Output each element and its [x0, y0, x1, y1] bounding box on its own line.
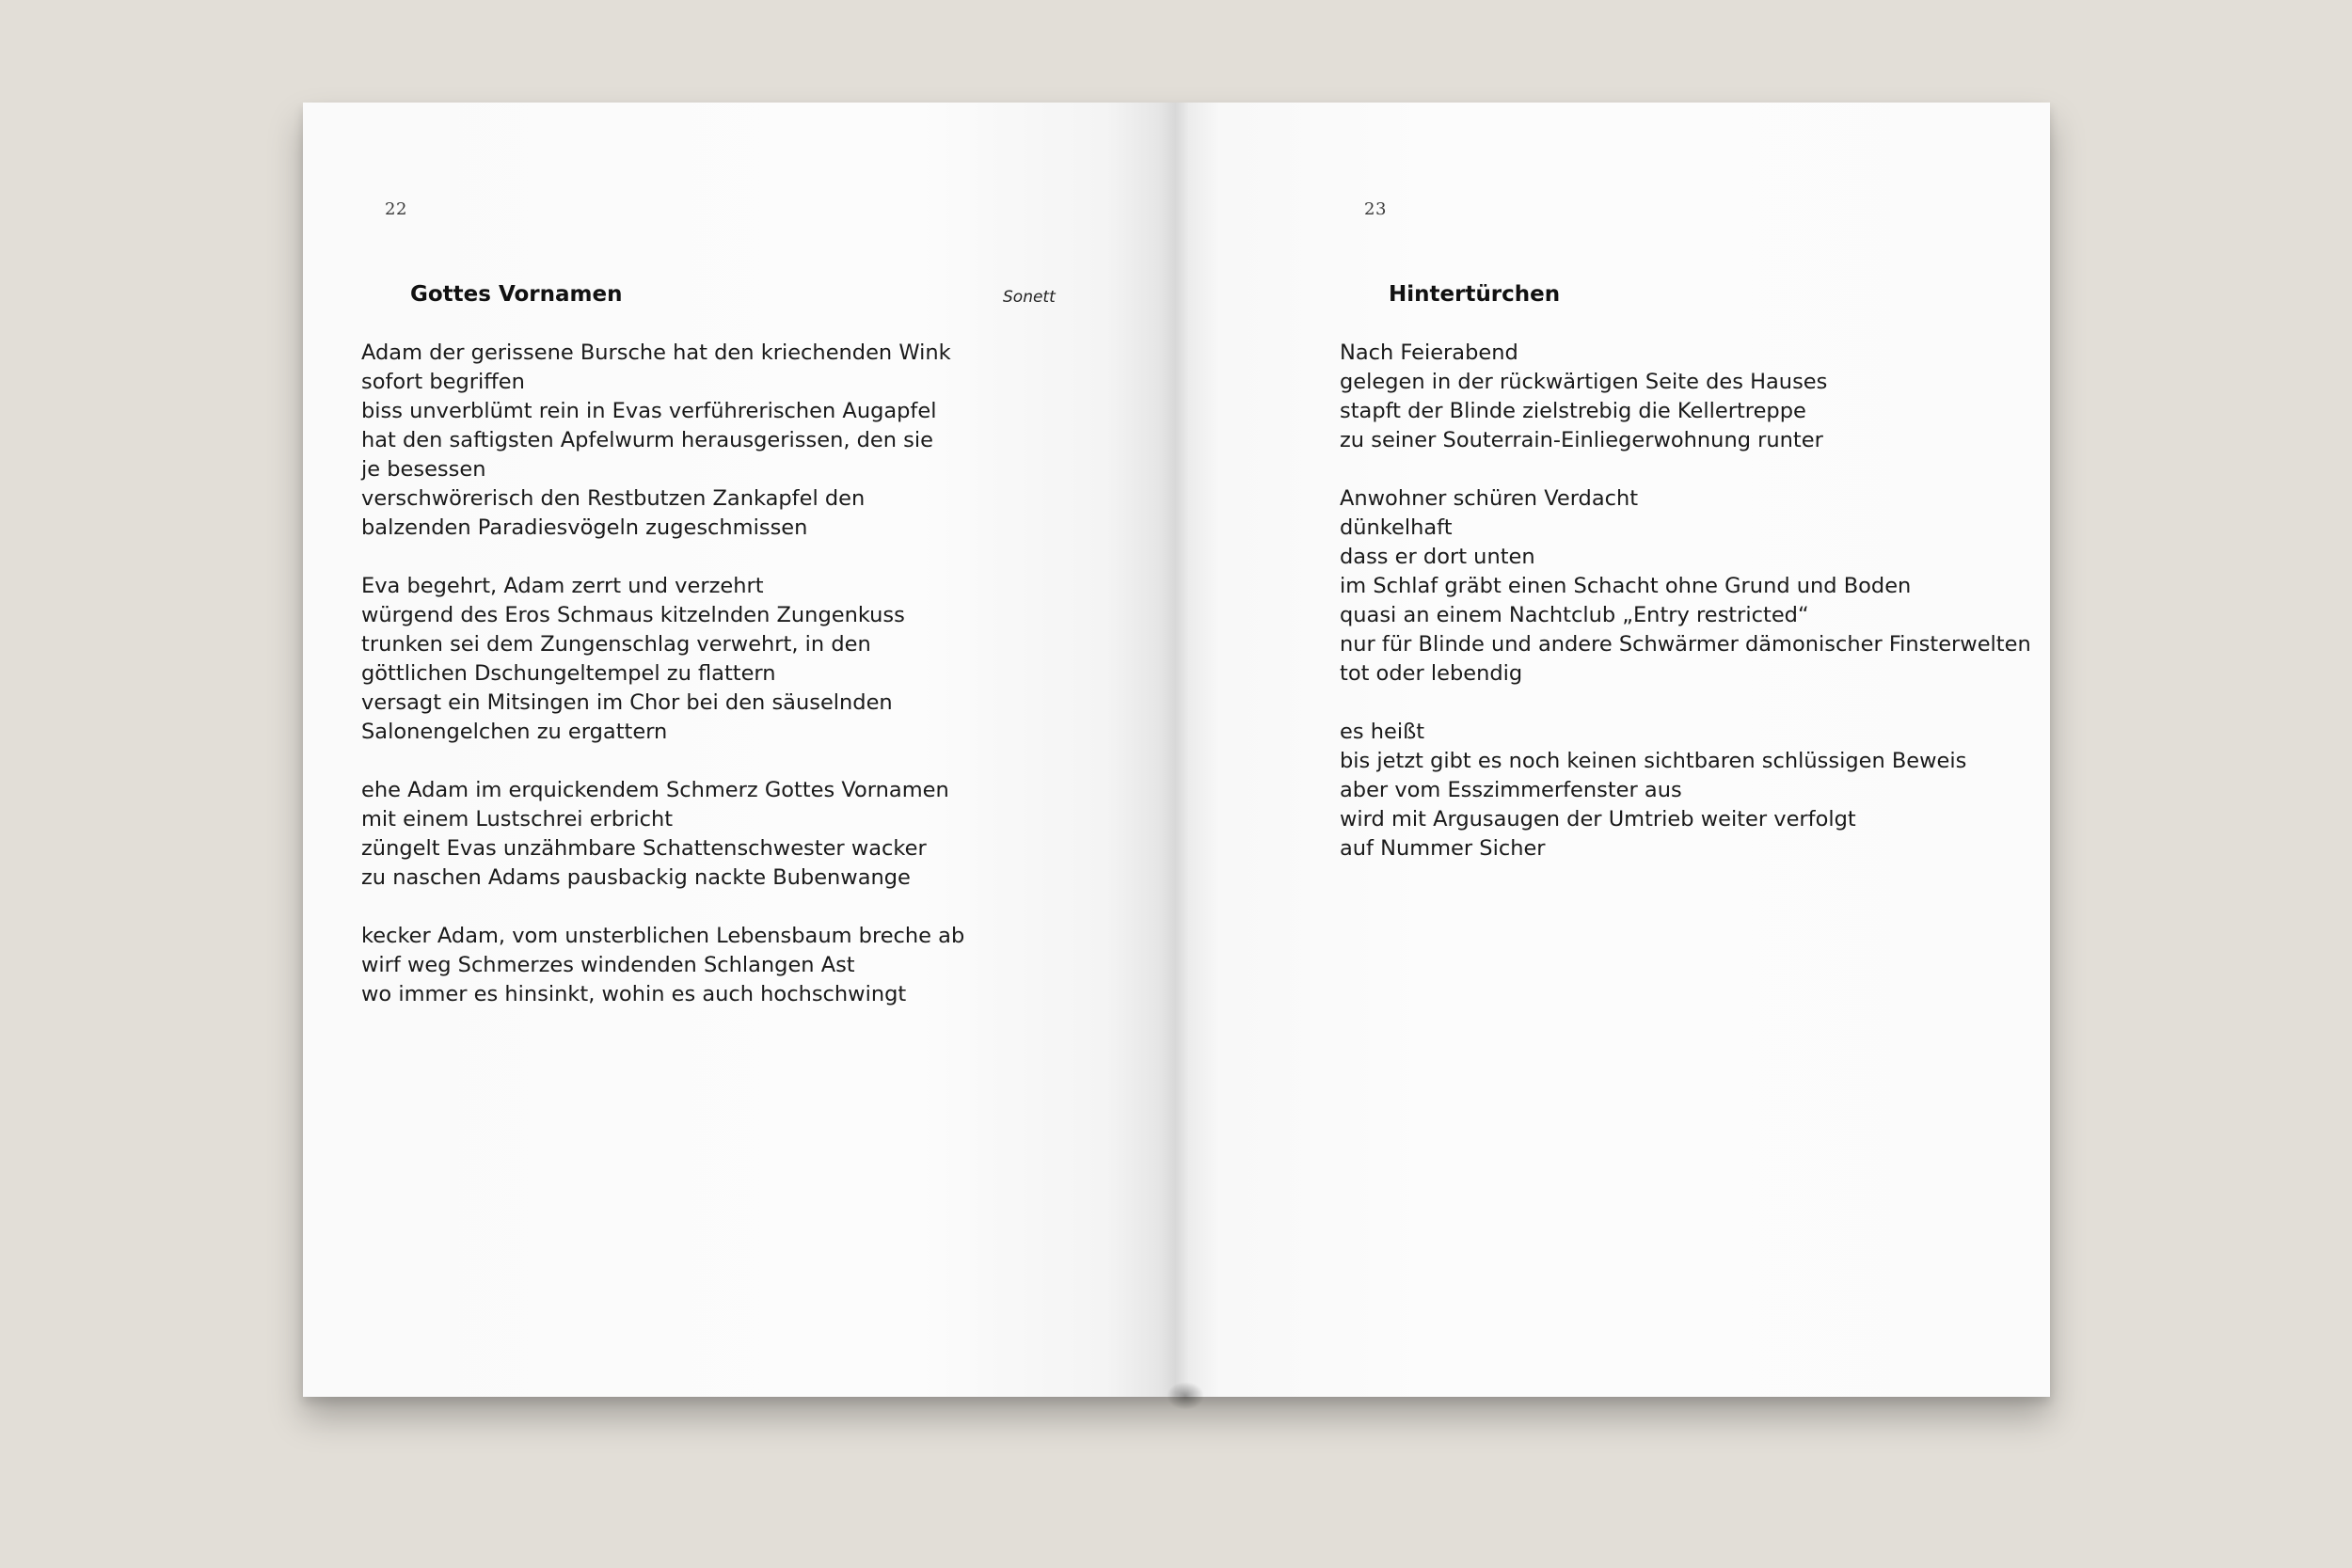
poem-line: dass er dort unten	[1340, 545, 1535, 569]
poem-line: zu seiner Souterrain-Einliegerwohnung runter	[1340, 428, 1823, 452]
poem-line: stapft der Blinde zielstrebig die Kellertreppe	[1340, 399, 1806, 423]
stanza	[1340, 339, 2031, 455]
poem-line: tot oder lebendig	[1340, 661, 1523, 686]
poem-line: kecker Adam, vom unsterblichen Lebensbaum breche ab	[361, 924, 965, 948]
poem-line: verschwörerisch den Restbutzen Zankapfel den	[361, 486, 866, 511]
page-number-right: 23	[1364, 199, 1387, 219]
poem-line: Salonengelchen zu ergattern	[361, 720, 668, 744]
poem-line: züngelt Evas unzähmbare Schattenschwester wacker	[361, 836, 927, 861]
poem-body-right	[1340, 339, 2031, 893]
open-book	[303, 103, 2050, 1397]
poem-line: göttlichen Dschungeltempel zu flattern	[361, 661, 776, 686]
poem-line: Adam der gerissene Bursche hat den kriechenden Wink	[361, 341, 951, 365]
poem-line: wirf weg Schmerzes windenden Schlangen Ast	[361, 953, 855, 977]
poem-line: ehe Adam im erquickendem Schmerz Gottes Vornamen	[361, 778, 949, 802]
poem-line: gelegen in der rückwärtigen Seite des Hauses	[1340, 370, 1828, 394]
left-page	[303, 103, 1176, 1397]
stanza	[361, 572, 964, 747]
poem-line: biss unverblümt rein in Evas verführerischen Augapfel	[361, 399, 937, 423]
poem-line: quasi an einem Nachtclub „Entry restricted“	[1340, 603, 1809, 627]
poem-line: auf Nummer Sicher	[1340, 836, 1546, 861]
stanza	[1340, 484, 2031, 689]
poem-line: sofort begriffen	[361, 370, 525, 394]
stanza	[1340, 718, 2031, 863]
page-number-left: 22	[385, 199, 407, 219]
poem-line: aber vom Esszimmerfenster aus	[1340, 778, 1682, 802]
poem-line: Eva begehrt, Adam zerrt und verzehrt	[361, 574, 764, 598]
poem-line: je besessen	[361, 457, 486, 482]
poem-form-label: Sonett	[1003, 288, 1056, 307]
poem-body-left	[361, 339, 964, 1038]
poem-line: nur für Blinde und andere Schwärmer dämonischer Finsterwelten	[1340, 632, 2031, 657]
poem-title-right: Hintertürchen	[1389, 282, 1561, 307]
poem-line: im Schlaf gräbt einen Schacht ohne Grund und Boden	[1340, 574, 1912, 598]
poem-line: mit einem Lustschrei erbricht	[361, 807, 674, 832]
stanza	[361, 339, 964, 543]
stanza	[361, 776, 964, 893]
spine-shadow	[1167, 1382, 1204, 1410]
poem-title-left: Gottes Vornamen	[410, 282, 623, 307]
right-page	[1176, 103, 2050, 1397]
poem-line: wo immer es hinsinkt, wohin es auch hochschwingt	[361, 982, 907, 1006]
poem-line: bis jetzt gibt es noch keinen sichtbaren schlüssigen Beweis	[1340, 749, 1967, 773]
poem-line: würgend des Eros Schmaus kitzelnden Zungenkuss	[361, 603, 905, 627]
poem-line: zu naschen Adams pausbackig nackte Bubenwange	[361, 865, 911, 890]
poem-line: balzenden Paradiesvögeln zugeschmissen	[361, 515, 808, 540]
poem-line: trunken sei dem Zungenschlag verwehrt, in den	[361, 632, 871, 657]
poem-line: Nach Feierabend	[1340, 341, 1518, 365]
stanza	[361, 922, 964, 1009]
poem-line: versagt ein Mitsingen im Chor bei den säuselnden	[361, 690, 893, 715]
poem-line: wird mit Argusaugen der Umtrieb weiter verfolgt	[1340, 807, 1856, 832]
poem-line: hat den saftigsten Apfelwurm herausgerissen, den sie	[361, 428, 933, 452]
poem-line: es heißt	[1340, 720, 1425, 744]
poem-line: Anwohner schüren Verdacht	[1340, 486, 1639, 511]
poem-line: dünkelhaft	[1340, 515, 1453, 540]
